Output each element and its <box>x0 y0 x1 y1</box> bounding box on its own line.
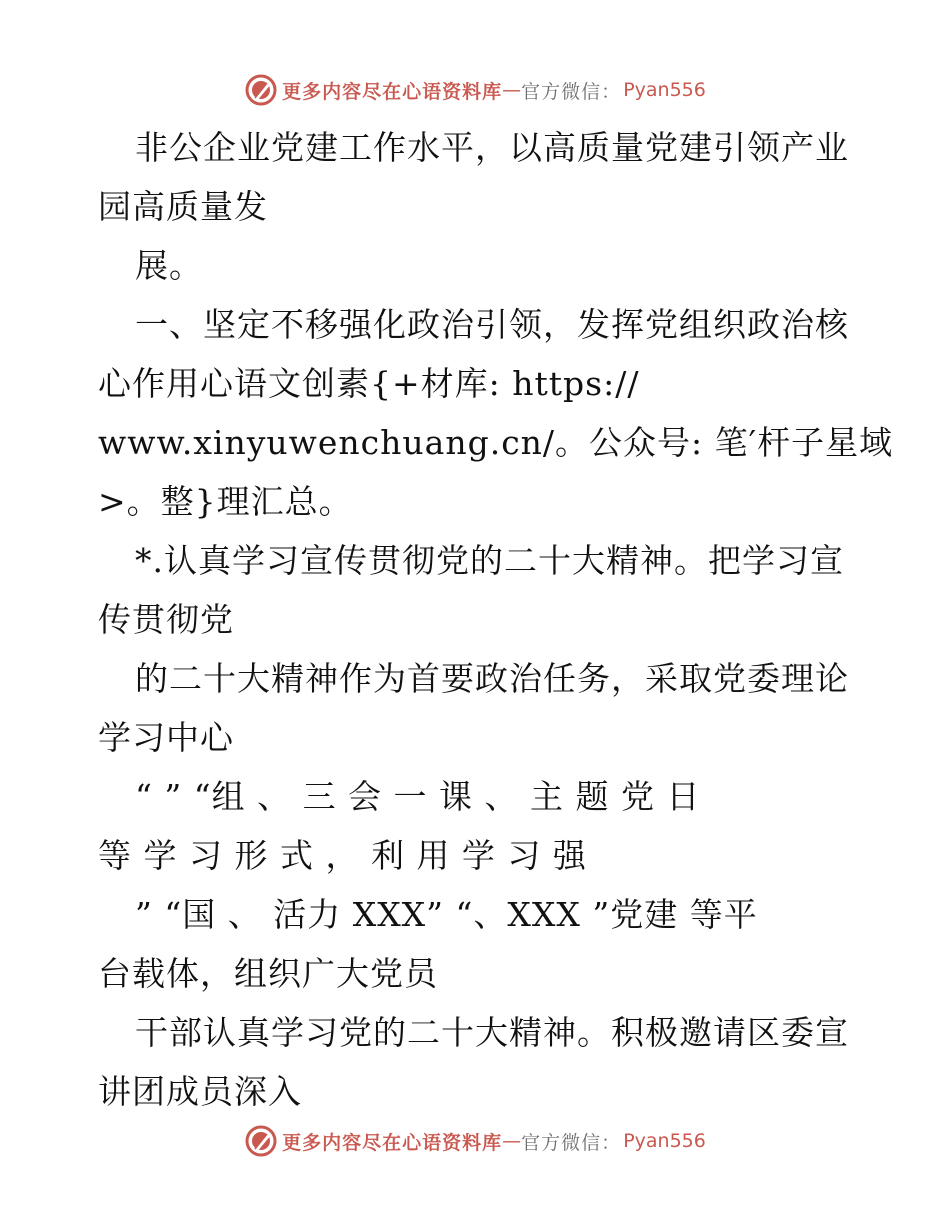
body-line: “ ” “组 、 三 会 一 课 、 主 题 党 日 <box>135 777 701 816</box>
body-line: 学习中心 <box>98 718 234 757</box>
header-watermark <box>0 70 950 110</box>
body-line: 的二十大精神作为首要政治任务，采取党委理论 <box>135 659 849 698</box>
body-line: 园高质量发 <box>98 187 268 226</box>
body-line: www.xinyuwenchuang.cn/。公众号: 笔′杆子星域 <box>98 423 894 462</box>
body-line: 台载体，组织广大党员 <box>98 954 438 993</box>
watermark-dash: — <box>502 1130 522 1152</box>
pen-nib-circle-icon <box>244 73 278 107</box>
body-line: 展。 <box>135 246 203 285</box>
watermark-wechat-id: Pyan556 <box>623 1130 706 1152</box>
watermark-brand: 更多内容尽在心语资料库 <box>282 1131 503 1154</box>
body-line: >。整}理汇总。 <box>98 482 353 521</box>
body-line: 讲团成员深入 <box>98 1072 302 1111</box>
watermark-brand: 更多内容尽在心语资料库 <box>282 80 503 103</box>
watermark-official-label: 官方微信： <box>521 1131 622 1154</box>
body-line: 等 学 习 形 式 ， 利 用 学 习 强 <box>98 836 587 875</box>
body-line: 干部认真学习党的二十大精神。积极邀请区委宣 <box>135 1013 849 1052</box>
body-line: ” “国 、 活力 XXX” “、XXX ”党建 等平 <box>135 895 758 934</box>
watermark-official-label: 官方微信： <box>521 80 622 103</box>
watermark-wechat-id: Pyan556 <box>623 79 706 101</box>
body-line: 心作用心语文创素{+材库: https:// <box>98 364 640 403</box>
watermark-dash: — <box>502 79 522 101</box>
body-line: 传贯彻党 <box>98 600 234 639</box>
body-line: 非公企业党建工作水平，以高质量党建引领产业 <box>135 128 849 167</box>
body-line: 一、坚定不移强化政治引领，发挥党组织政治核 <box>135 305 849 344</box>
footer-watermark <box>0 1121 950 1161</box>
body-line: *.认真学习宣传贯彻党的二十大精神。把学习宣 <box>135 541 844 580</box>
pen-nib-circle-icon <box>244 1124 278 1158</box>
